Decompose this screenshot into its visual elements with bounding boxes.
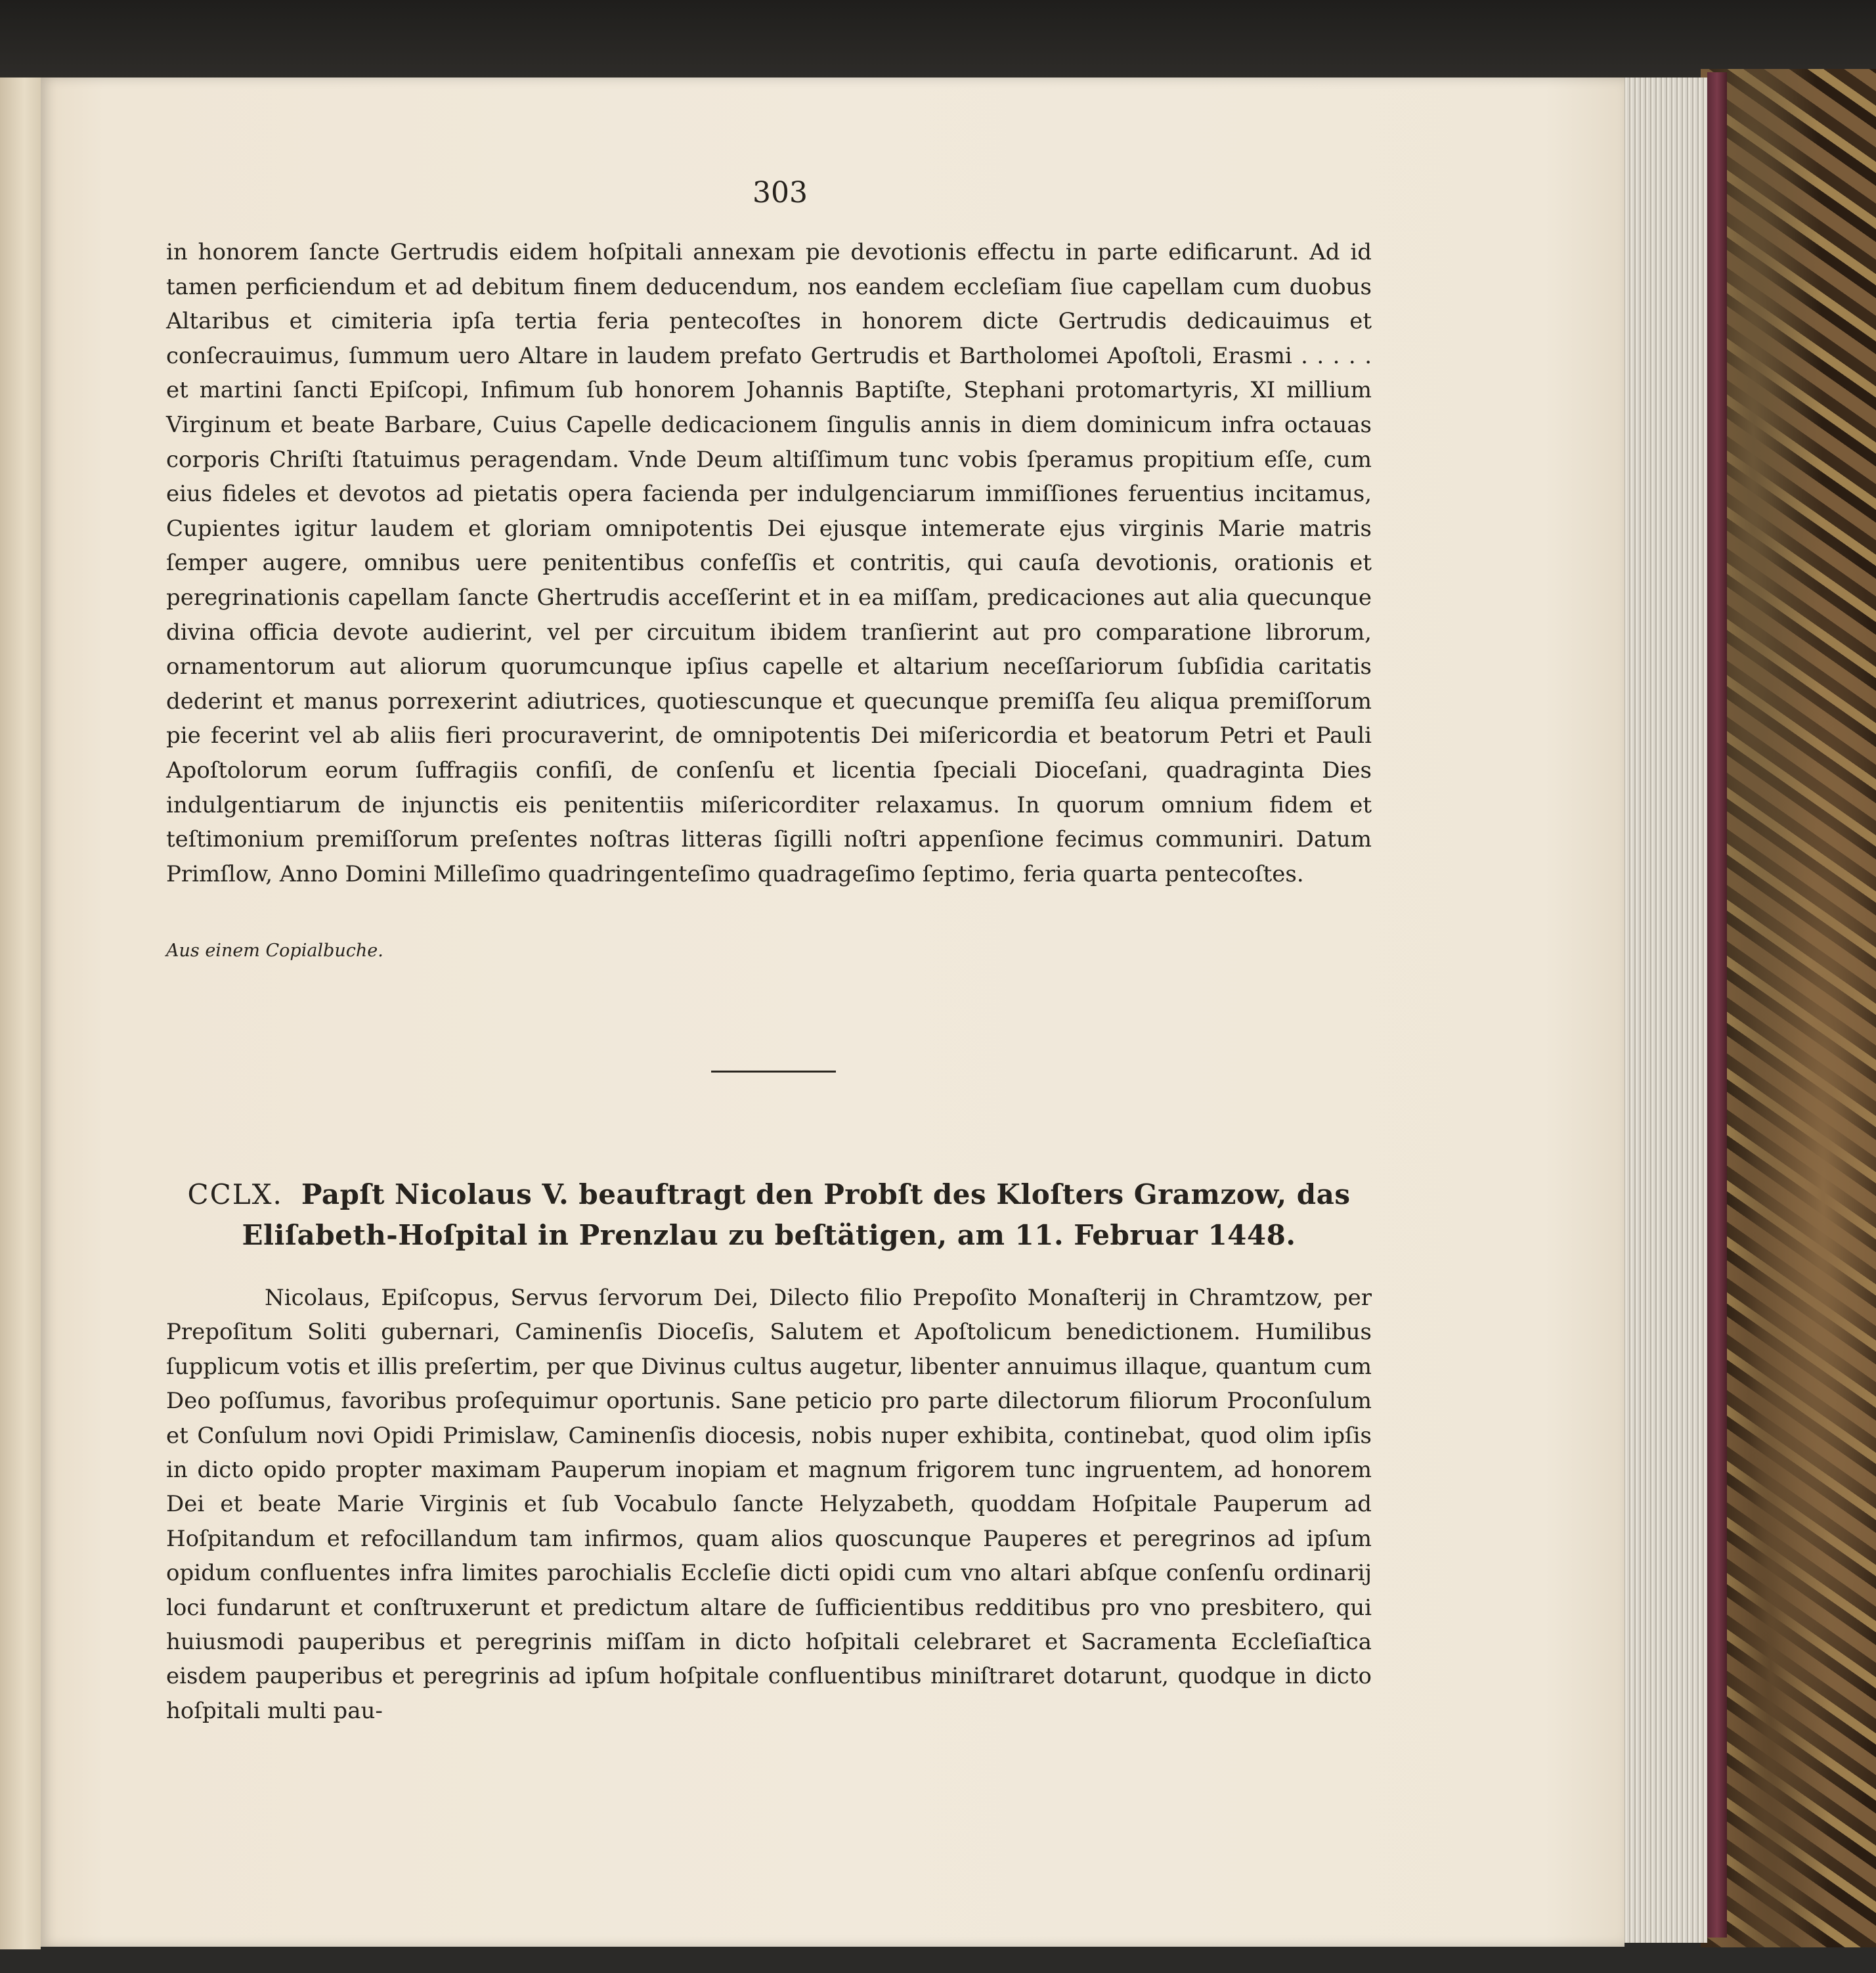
left-page-edge (0, 78, 41, 1949)
book-cover-marbled (1701, 69, 1876, 1947)
document-paragraph-text: Nicolaus, Epiſcopus, Servus ſervorum Dei, Dilecto filio Prepoſito Monaſterij in Chramtzow, per Prepoſitum Soliti gubernari, Caminenſis Dioceſis, Salutem et Apoſtolicum benedictionem. Humilibus ſupplicum votis et illis preſertim, per que Divinus cultus augetur, libenter annuimus illaque, quantum cum Deo poſſumus, favoribus proſequimur oportunis. Sane peticio pro parte dilectorum filiorum Proconſulum et Conſulum novi Opidi Primislaw, Caminenſis diocesis, nobis nuper exhibita, continebat, quod olim ipſis in dicto opido propter maximam Pauperum inopiam et magnum frigorem tunc ingruentem, ad honorem Dei et beate Marie Virginis et ſub Vocabulo ſancte Helyzabeth, quoddam Hoſpitale Pauperum ad Hoſpitandum et refocillandum tam infirmos, quam alios quoscunque Pauperes et peregrinos ad ipſum opidum confluentes infra limites parochialis Eccleſie dicti opidi cum vno altari abſque conſenſu ordinarij loci fundarunt et conſtruxerunt et predictum altare de ſufficientibus redditibus pro vno presbitero, qui huiusmodi pauperibus et peregrinis miſſam in dicto hoſpitali celebraret et Sacramenta Eccleſiaſtica eisdem pauperibus et peregrinis ad ipſum hoſpitale confluentibus miniſtraret dotarunt, quodque in dicto hoſpitali multi pau- (166, 1285, 1372, 1724)
section-title: Papſt Nicolaus V. beauftragt den Probſt des Kloſters Gramzow, das Eliſabeth-Hoſpital in Prenzlau zu beſtätigen, am 11. Februar 1448. (242, 1178, 1351, 1251)
section-divider (711, 1071, 836, 1073)
section-heading (166, 1174, 1372, 1256)
background-top (0, 0, 1876, 79)
source-note: Aus einem Copialbuche. (166, 941, 383, 961)
page-number: 303 (753, 176, 808, 210)
document-paragraph (166, 1281, 1372, 1728)
section-number: CCLX. (187, 1178, 283, 1210)
book-spine-edge (1707, 72, 1727, 1938)
page-edges (1622, 78, 1707, 1943)
paragraph-continuation: in honorem ſancte Gertrudis eidem hoſpitali annexam pie devotionis effectu in parte edificarunt. Ad id tamen perficiendum et ad debitum finem deducendum, nos eandem eccleſiam ſiue capellam cum duobus Altaribus et cimiteria ipſa tertia feria pentecoſtes in honorem dicte Gertrudis dedicauimus et conſecrauimus, ſummum uero Altare in laudem prefato Gertrudis et Bartholomei Apoſtoli, Erasmi . . . . . et martini ſancti Epiſcopi, Infimum ſub honorem Johannis Baptiſte, Stephani protomartyris, XI millium Virginum et beate Barbare, Cuius Capelle dedicacionem ſingulis annis in diem dominicum infra octauas corporis Chriſti ſtatuimus peragendam. Vnde Deum altiſſimum tunc vobis ſperamus propitium eſſe, cum eius fideles et devotos ad pietatis opera facienda per indulgenciarum immiſſiones feruentius incitamus, Cupientes igitur laudem et gloriam omnipotentis Dei ejusque intemerate ejus virginis Marie matris ſemper augere, omnibus uere penitentibus confeſſis et contritis, qui cauſa devotionis, orationis et peregrinationis capellam ſancte Ghertrudis acceſſerint et in ea miſſam, predicaciones aut alia quecunque divina officia devote audierint, vel per circuitum ibidem tranſierint aut pro comparatione librorum, ornamentorum aut aliorum quorumcunque ipſius capelle et altarium neceſſariorum ſubſidia caritatis dederint et manus porrexerint adiutrices, quotiescunque et quecunque premiſſa ſeu aliqua premiſſorum pie fecerint vel ab aliis fieri procuraverint, de omnipotentis Dei miſericordia et beatorum Petri et Pauli Apoſtolorum eorum ſuffragiis confiſi, de conſenſu et licentia ſpeciali Dioceſani, quadraginta Dies indulgentiarum de injunctis eis penitentiis miſericorditer relaxamus. In quorum omnium fidem et teſtimonium premiſſorum preſentes noſtras litteras ſigilli noſtri appenſione fecimus communiri. Datum Primſlow, Anno Domini Milleſimo quadringenteſimo quadrageſimo ſeptimo, feria quarta pentecoſtes. (166, 239, 1372, 887)
